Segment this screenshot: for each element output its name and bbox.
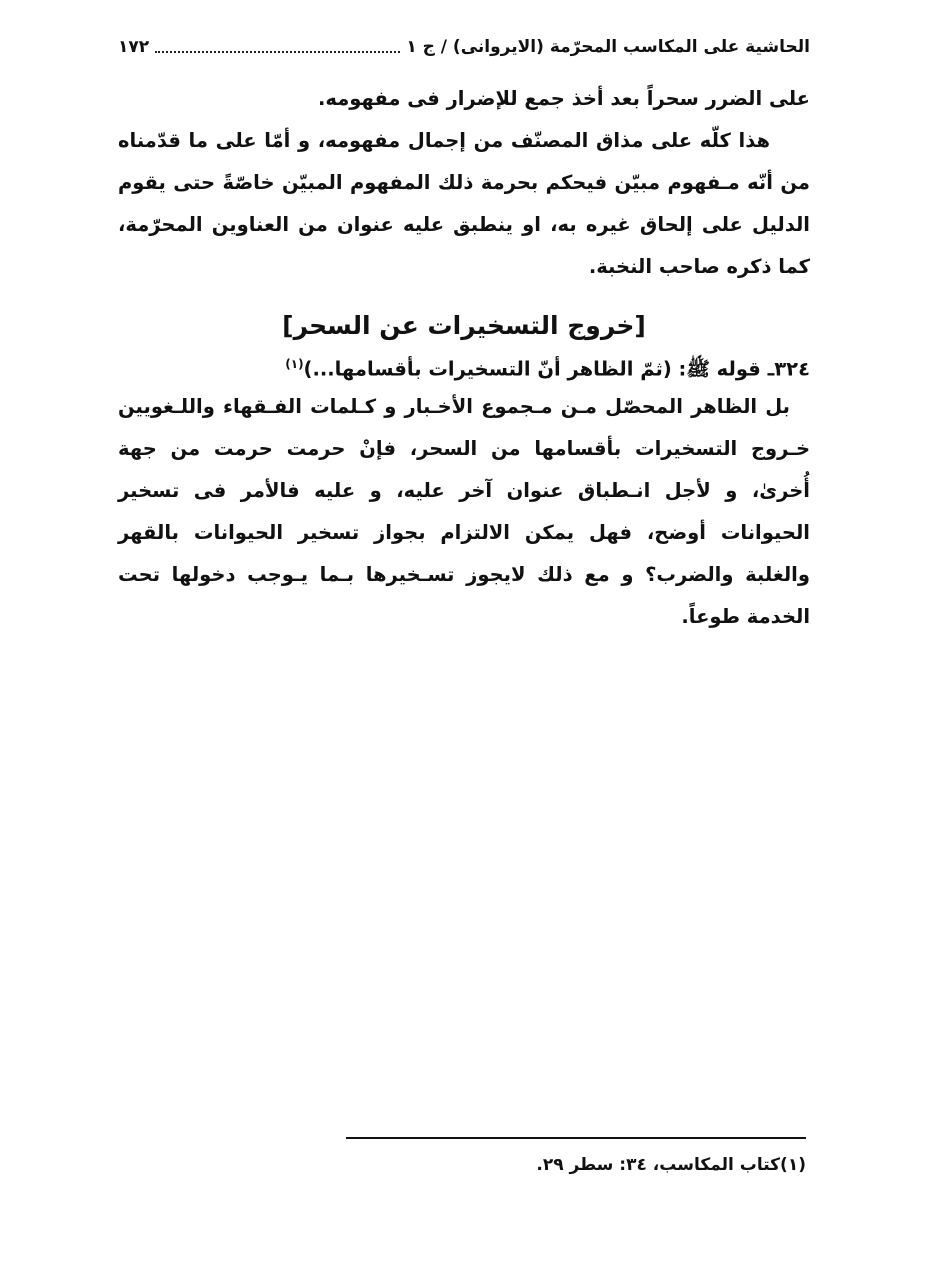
header-dot-leader <box>155 41 400 53</box>
book-title: الحاشية على المكاسب المحرّمة (الايروانى) / ج ١ <box>406 37 810 57</box>
paragraph-commentary: بل الظاهر المحصّل مـن مـجموع الأخـبار و كـلمات الفـقهاء واللـغويين خـروج التسخيرات بأقسامها من السحر، فإنْ حرمت حرمت من جهة أُخرىٰ، و لأجل انـطباق عنوان آخر عليه، و عليه فالأمر فى تسخير الحيوانات أوضح، فهل يمكن الالتزام بجواز تسخير الحيوانات بالقهر والغلبة والضرب؟ و مع ذلك لايجوز تسـخيرها بـما يـوجب دخولها تحت الخدمة طوعاً. <box>118 395 810 628</box>
quoted-passage <box>118 346 810 388</box>
footnote-separator <box>346 1137 806 1139</box>
section-heading: [خروج التسخيرات عن السحر] <box>282 311 646 340</box>
page-number: ١٧٢ <box>118 37 150 57</box>
running-header <box>118 32 810 62</box>
footnote-reference: (١) <box>285 357 304 371</box>
paragraph-summary: هذا كلّه على مذاق المصنّف من إجمال مفهومه، و أمّا على ما قدّمناه من أنّه مـفهوم مبيّن فيحكم بحرمة ذلك المفهوم المبيّن خاصّةً حتى يقوم الدليل على إلحاق غيره به، او ينطبق عليه عنوان من العناوين المحرّمة، كما ذكره صاحب النخبة. <box>118 129 810 278</box>
paragraph-continuation: على الضرر سحراً بعد أخذ جمع للإضرار فى مفهومه. <box>317 87 810 110</box>
footnote: (١)كتاب المكاسب، ٣٤: سطر ٢٩. <box>536 1155 806 1175</box>
quoted-passage-text: ٣٢٤ـ قوله ﷺ: (ثمّ الظاهر أنّ التسخيرات بأقسامها...) <box>303 357 810 381</box>
